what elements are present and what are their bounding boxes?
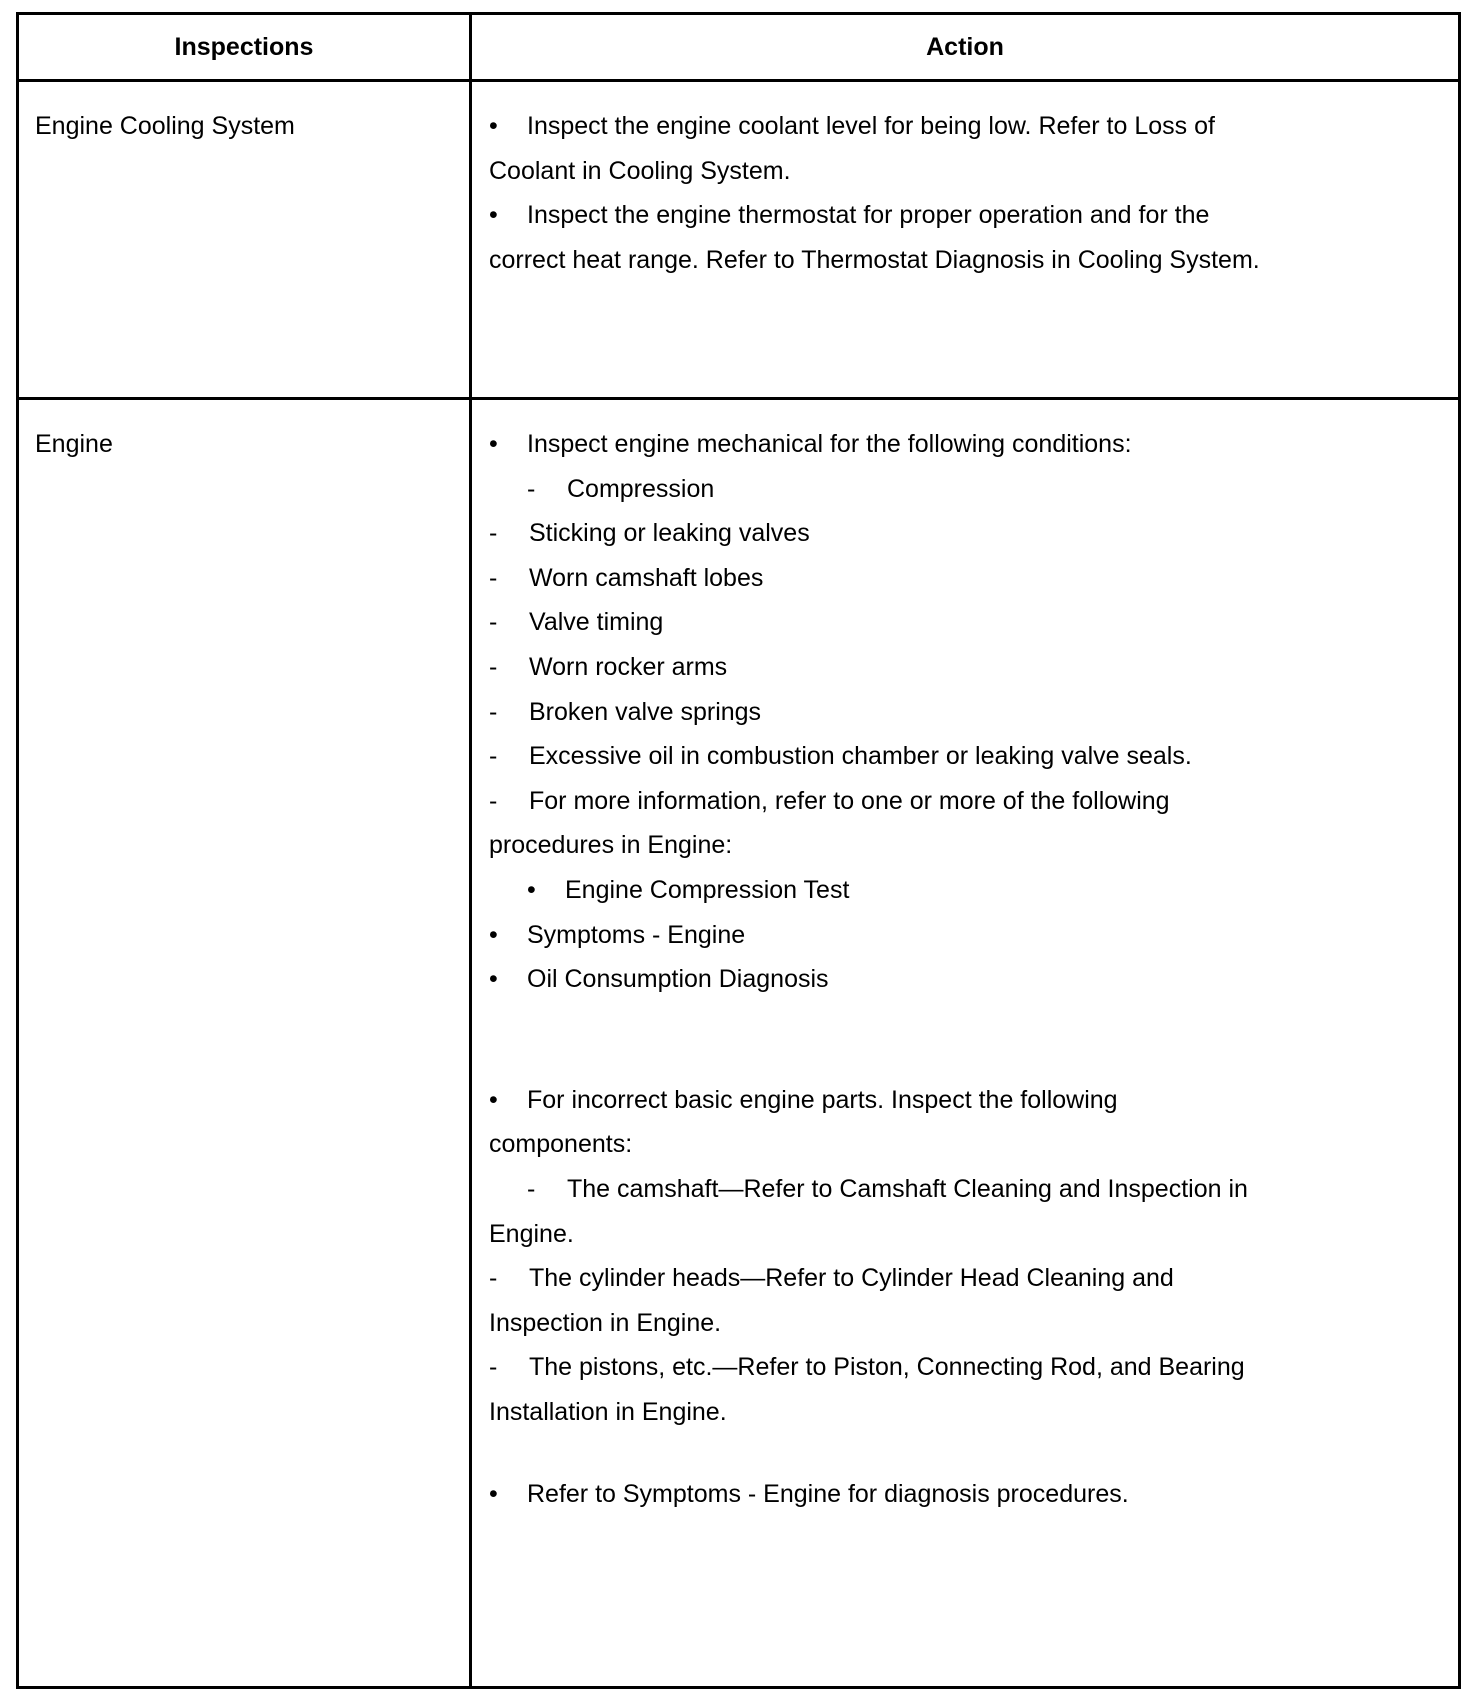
action-text: Worn camshaft lobes: [529, 563, 764, 592]
action-line: [489, 779, 1458, 824]
action-line: [489, 868, 1458, 913]
bullet-marker: •: [489, 201, 498, 230]
action-text: Inspection in Engine.: [489, 1308, 722, 1337]
action-line: [489, 1345, 1458, 1390]
action-text: Excessive oil in combustion chamber or leaking valve seals.: [529, 742, 1192, 771]
dash-marker: -: [489, 1353, 498, 1382]
action-text: Valve timing: [529, 608, 664, 637]
dash-marker: -: [489, 652, 498, 681]
action-line: [489, 1390, 1458, 1435]
action-text: The camshaft—Refer to Camshaft Cleaning and Inspection in: [567, 1174, 1248, 1203]
action-line: [489, 913, 1458, 958]
action-text: For more information, refer to one or more of the following: [529, 786, 1170, 815]
action-line: [489, 104, 1458, 149]
action-line: [489, 193, 1458, 238]
action-text: Sticking or leaking valves: [529, 519, 810, 548]
inspection-table: [16, 12, 1461, 1689]
action-text: Oil Consumption Diagnosis: [527, 965, 829, 994]
action-text: correct heat range. Refer to Thermostat Diagnosis in Cooling System.: [489, 245, 1260, 274]
action-line: [489, 511, 1458, 556]
action-line: [489, 1078, 1458, 1123]
bullet-marker: •: [489, 430, 498, 458]
dash-marker: -: [527, 474, 536, 503]
table-row-cooling-system: [18, 81, 1460, 399]
action-text: Broken valve springs: [529, 697, 762, 726]
action-text: Engine Compression Test: [565, 875, 850, 904]
bullet-marker: •: [489, 1085, 498, 1114]
action-line: [489, 1212, 1458, 1257]
header-inspections: Inspections: [18, 14, 471, 81]
dash-marker: -: [489, 519, 498, 548]
inspection-cell: Engine: [18, 399, 471, 1688]
action-line: [489, 1472, 1458, 1517]
action-text: Inspect engine mechanical for the following conditions:: [527, 430, 1132, 458]
action-text: Coolant in Cooling System.: [489, 156, 791, 185]
action-text: Inspect the engine thermostat for proper operation and for the: [527, 201, 1210, 230]
table-row-engine: [18, 399, 1460, 1688]
action-text: procedures in Engine:: [489, 831, 733, 860]
action-line: [489, 149, 1458, 194]
dash-marker: -: [489, 786, 498, 815]
action-cell: [471, 399, 1460, 1688]
action-line: [489, 645, 1458, 690]
dash-marker: -: [489, 697, 498, 726]
action-line: [489, 467, 1458, 512]
action-text: The cylinder heads—Refer to Cylinder Head Cleaning and: [529, 1264, 1174, 1293]
action-line: [489, 823, 1458, 868]
action-text: Refer to Symptoms - Engine for diagnosis procedures.: [527, 1480, 1129, 1509]
action-text: components:: [489, 1130, 633, 1159]
action-line: [489, 422, 1458, 467]
action-text: For incorrect basic engine parts. Inspect the following: [527, 1085, 1118, 1114]
bullet-marker: •: [489, 965, 498, 994]
inspection-cell: Engine Cooling System: [18, 81, 471, 399]
bullet-marker: •: [489, 920, 498, 949]
bullet-marker: •: [527, 875, 536, 904]
dash-marker: -: [489, 563, 498, 592]
action-line: [489, 556, 1458, 601]
action-text: Inspect the engine coolant level for being low. Refer to Loss of: [527, 112, 1215, 140]
header-row: [18, 14, 1460, 81]
action-line: [489, 957, 1458, 1002]
action-text: The pistons, etc.—Refer to Piston, Connecting Rod, and Bearing: [529, 1353, 1245, 1382]
header-action: Action: [471, 14, 1460, 81]
action-line: [489, 238, 1458, 283]
action-line: [489, 690, 1458, 735]
action-line: [489, 1256, 1458, 1301]
action-text: Compression: [567, 474, 715, 503]
dash-marker: -: [489, 742, 498, 771]
dash-marker: -: [489, 1264, 498, 1293]
action-line: [489, 600, 1458, 645]
bullet-marker: •: [489, 1480, 498, 1509]
dash-marker: -: [489, 608, 498, 637]
action-line: [489, 734, 1458, 779]
action-text: Installation in Engine.: [489, 1397, 727, 1426]
action-text: Worn rocker arms: [529, 652, 728, 681]
action-text: Engine.: [489, 1219, 574, 1248]
bullet-marker: •: [489, 112, 498, 140]
action-line: [489, 1167, 1458, 1212]
dash-marker: -: [527, 1174, 536, 1203]
action-text: Symptoms - Engine: [527, 920, 746, 949]
action-line: [489, 1301, 1458, 1346]
action-cell: [471, 81, 1460, 399]
action-line: [489, 1122, 1458, 1167]
